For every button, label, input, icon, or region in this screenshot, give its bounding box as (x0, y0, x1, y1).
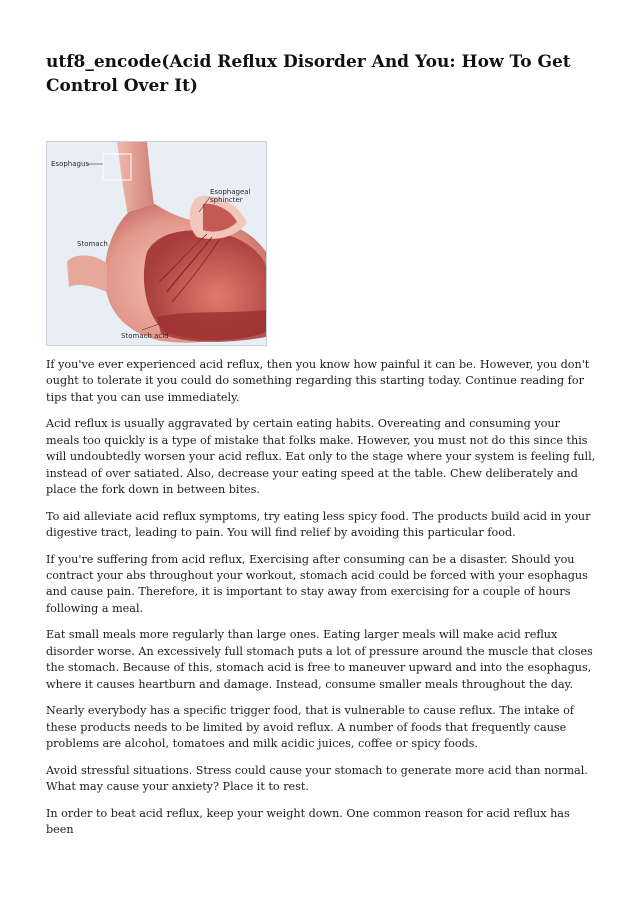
acid-pool (157, 310, 266, 342)
article-body (46, 357, 596, 849)
paragraph: Eat small meals more regularly than large ones. Eating larger meals will make acid reflux disorder worse. An excessively full stomach puts a lot of pressure around the muscle that closes the stomach. Because of this, stomach acid is free to maneuver upward and into the esophagus, where it causes heartburn and damage. Instead, consume smaller meals throughout the day. (46, 628, 593, 691)
paragraph: Nearly everybody has a specific trigger food, that is vulnerable to cause reflux. The intake of these products needs to be limited by avoid reflux. A number of foods that frequently cause problems are alcohol, tomatoes and milk acidic juices, coffee or spicy foods. (46, 704, 574, 751)
sphincter-label: Esophageal sphincter (210, 188, 251, 204)
stomach-illustration (46, 141, 267, 346)
paragraph: To aid alleviate acid reflux symptoms, try eating less spicy food. The products build acid in your digestive tract, leading to pain. You will find relief by avoiding this particular food. (46, 509, 591, 540)
paragraph: If you've ever experienced acid reflux, then you know how painful it can be. However, you don't ought to tolerate it you could do something regarding this starting today. Continue reading for tips that you can use immediately. (46, 358, 590, 404)
paragraph: If you're suffering from acid reflux, Exercising after consuming can be a disaster. Should you contract your abs throughout your workout, stomach acid could be forced with your esophagus and cause pain. Therefore, it is important to stay away from exercising for a couple of hours following a meal. (46, 552, 588, 615)
paragraph: Acid reflux is usually aggravated by certain eating habits. Overeating and consuming your meals too quickly is a type of mistake that folks make. However, you must not do this since this will undoubtedly worsen your acid reflux. Eat only to the stage where your system is feeling full, instead of over satiated. Also, decrease your eating speed at the table. Chew deliberately and place the fork down in between bites. (46, 417, 596, 497)
stomach-acid-label: Stomach acid (121, 332, 169, 340)
paragraph: Avoid stressful situations. Stress could cause your stomach to generate more acid than normal. What may cause your anxiety? Place it to rest. (46, 763, 588, 794)
paragraph: In order to beat acid reflux, keep your weight down. One common reason for acid reflux has been (46, 806, 570, 837)
document-title: utf8_encode(Acid Reflux Disorder And You: How To Get Control Over It) (46, 52, 571, 96)
stomach-label: Stomach (77, 240, 108, 248)
esophagus-label: Esophagus (51, 160, 90, 168)
